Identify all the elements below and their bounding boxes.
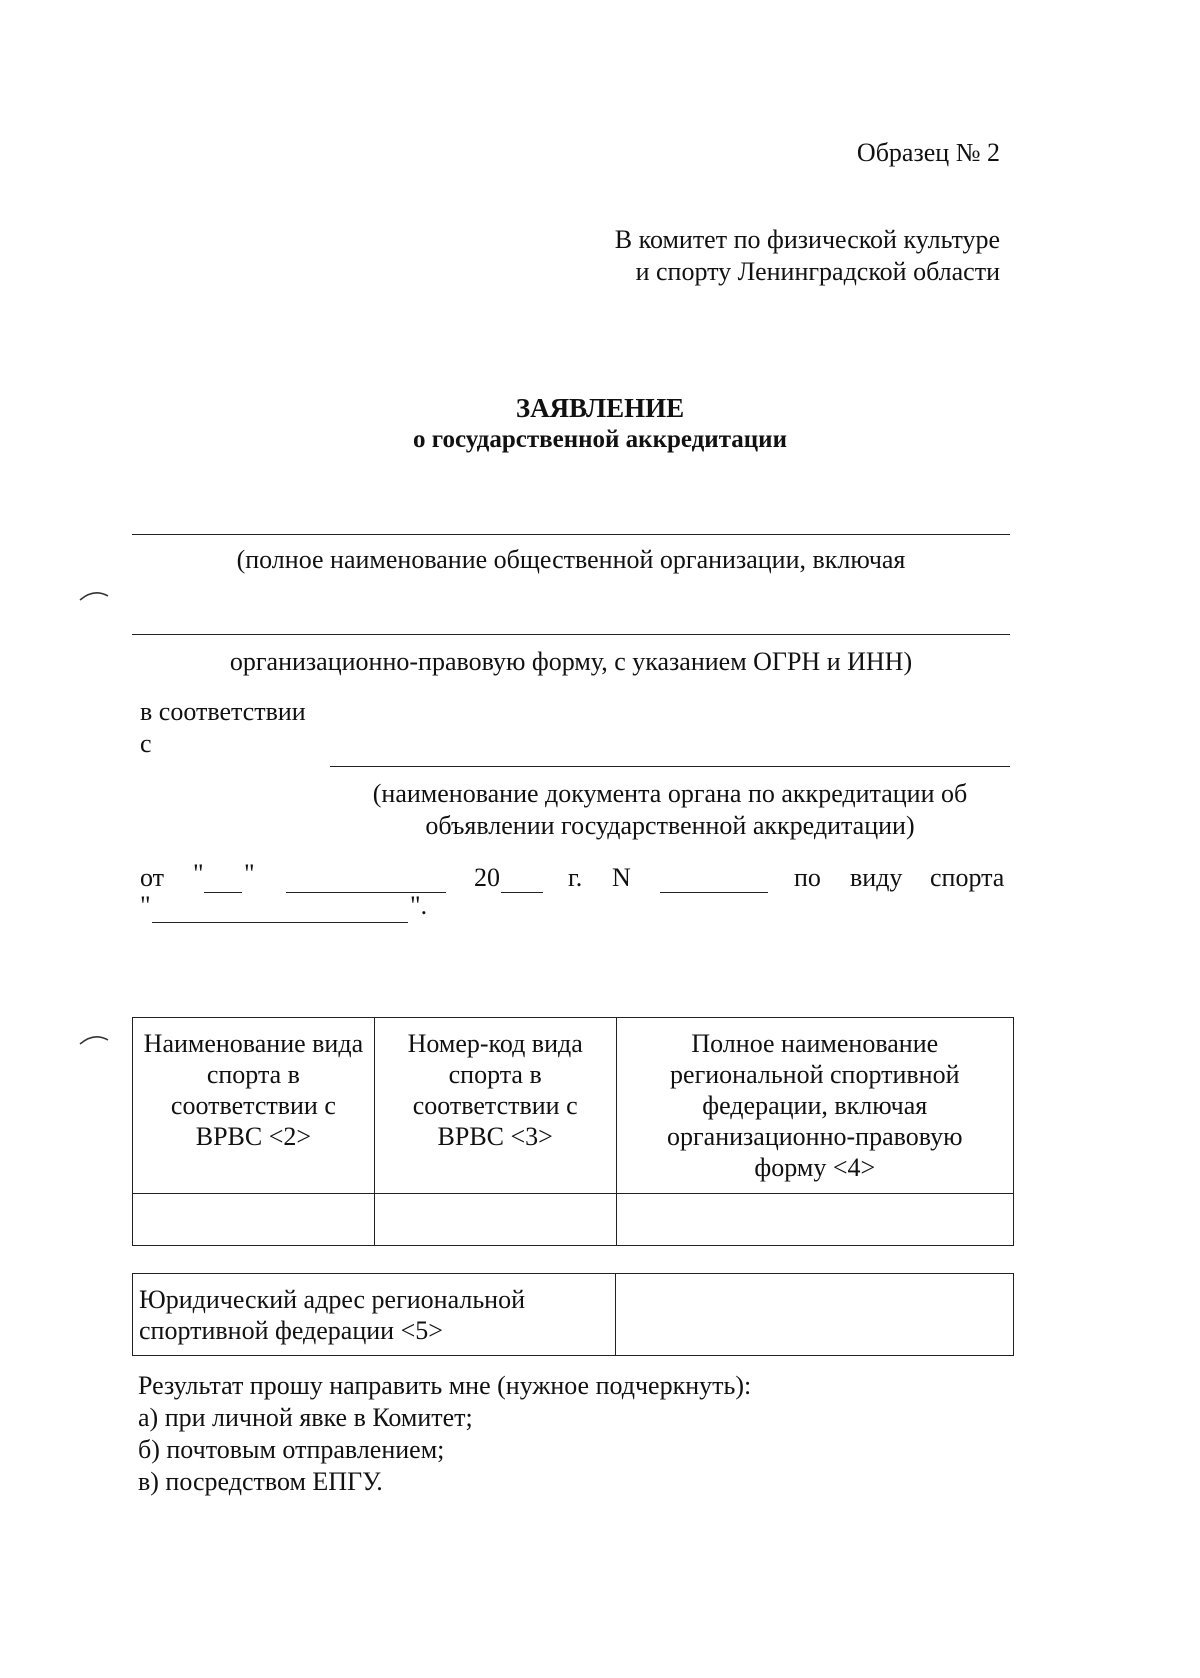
date-from-label: от: [140, 863, 165, 892]
sport-quote-open: ": [140, 891, 151, 920]
header-sport-name-line: соответствии с: [170, 1091, 336, 1120]
by-label: по: [794, 863, 821, 892]
header-sport-code-line: Номер-код вида: [407, 1029, 583, 1058]
header-sport-name-line: ВРВС <2>: [195, 1122, 312, 1151]
org-name-caption-1: (полное наименование общественной организации, включая: [236, 545, 906, 574]
sport-quote-close: ".: [410, 891, 428, 920]
header-federation-name-line: федерации, включая: [702, 1091, 928, 1120]
number-blank: [660, 892, 768, 893]
year-suffix: г.: [568, 863, 583, 892]
result-option-b[interactable]: б) почтовым отправлением;: [138, 1435, 445, 1464]
sport-federation-table: [132, 1017, 1014, 1246]
accordance-prefix-1: в соответствии: [140, 697, 306, 726]
addressee-line-1: В комитет по физической культуре: [614, 225, 1000, 254]
document-title: ЗАЯВЛЕНИЕ: [515, 393, 685, 423]
header-sport-code-line: спорта в: [448, 1060, 542, 1089]
sample-number-label: Образец № 2: [856, 138, 1000, 167]
kind-label: виду: [850, 863, 903, 892]
day-blank: [204, 892, 242, 893]
sport-label: спорта: [930, 863, 1005, 892]
legal-address-label-line: Юридический адрес региональной: [139, 1285, 526, 1314]
legal-address-value[interactable]: [615, 1274, 1013, 1356]
document-name-caption-2: объявлении государственной аккредитации): [425, 811, 915, 840]
result-option-c[interactable]: в) посредством ЕПГУ.: [138, 1467, 383, 1496]
accordance-prefix-2: с: [140, 729, 152, 758]
cell-federation-name[interactable]: [616, 1194, 1013, 1246]
table-header-row: [133, 1018, 1014, 1194]
header-sport-code-line: ВРВС <3>: [437, 1122, 553, 1151]
header-federation-name-line: организационно-правовую: [667, 1122, 963, 1151]
header-sport-name: [133, 1018, 375, 1194]
legal-address-table: [132, 1273, 1014, 1356]
header-federation-name-line: форму <4>: [754, 1153, 876, 1182]
org-name-caption-2: организационно-правовую форму, с указанием ОГРН и ИНН): [229, 647, 913, 676]
header-federation-name: [616, 1018, 1013, 1194]
number-label: N: [612, 863, 631, 892]
header-sport-name-line: спорта в: [206, 1060, 300, 1089]
result-intro: Результат прошу направить мне (нужное подчеркнуть):: [138, 1371, 752, 1400]
sport-name-blank: [152, 922, 408, 923]
scan-mark: [78, 586, 114, 610]
legal-address-label: [133, 1274, 616, 1356]
document-name-caption-1: (наименование документа органа по аккредитации об: [372, 779, 968, 808]
cell-sport-code[interactable]: [374, 1194, 616, 1246]
day-quote-open: ": [193, 859, 204, 888]
year-prefix: 20: [474, 863, 500, 892]
addressee-line-2: и спорту Ленинградской области: [635, 257, 1000, 286]
year-blank: [501, 892, 543, 893]
table-row: [133, 1274, 1014, 1356]
scan-mark: [78, 1030, 114, 1054]
header-federation-name-line: региональной спортивной: [670, 1060, 960, 1089]
document-subtitle: о государственной аккредитации: [413, 426, 787, 453]
header-sport-code-line: соответствии с: [412, 1091, 578, 1120]
cell-sport-name[interactable]: [133, 1194, 375, 1246]
result-option-a[interactable]: а) при личной явке в Комитет;: [138, 1403, 473, 1432]
org-name-line-1: [132, 534, 1010, 535]
table-row: [133, 1194, 1014, 1246]
document-name-line: [330, 766, 1010, 767]
org-name-line-2: [132, 634, 1010, 635]
day-quote-close: ": [244, 859, 255, 888]
header-sport-code: [374, 1018, 616, 1194]
header-sport-name-line: Наименование вида: [143, 1029, 364, 1058]
legal-address-label-line: спортивной федерации <5>: [139, 1316, 443, 1345]
header-federation-name-line: Полное наименование: [691, 1029, 939, 1058]
